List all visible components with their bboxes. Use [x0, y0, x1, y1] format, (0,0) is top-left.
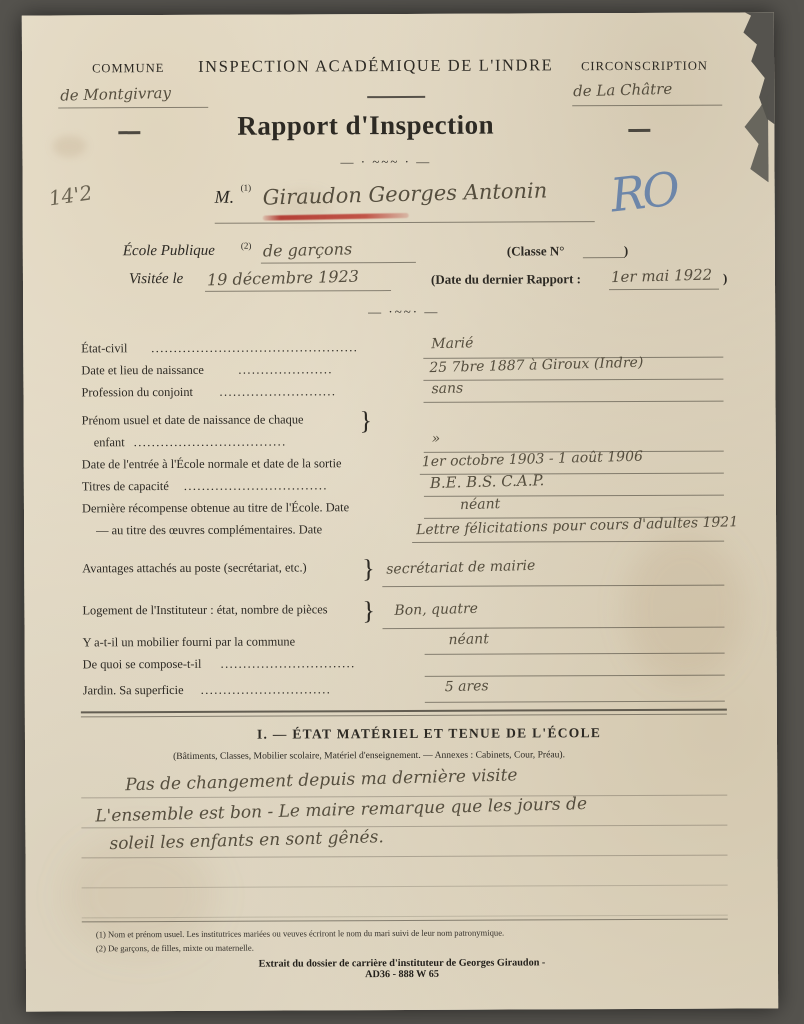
writing-line	[82, 885, 728, 889]
page-title: Rapport d'Inspection	[237, 109, 495, 141]
m-label: M.	[214, 186, 235, 207]
archive-caption-line: Extrait du dossier de carrière d'instituteur de Georges Giraudon -	[258, 957, 546, 970]
field-rule	[412, 541, 724, 543]
visited-label: Visitée le	[128, 270, 184, 288]
field-value: néant	[459, 496, 501, 514]
commune-value: de Montgivray	[59, 83, 172, 105]
paper-stain	[624, 532, 745, 683]
field-label: De quoi se compose-t-il	[82, 656, 202, 672]
commune-label: COMMUNE	[92, 61, 165, 76]
section-handwriting-line: Pas de changement depuis ma dernière visite	[124, 765, 518, 796]
academy-heading: INSPECTION ACADÉMIQUE DE L'INDRE	[198, 55, 554, 76]
field-label: enfant	[93, 435, 125, 450]
field-label: Avantages attachés au poste (secrétariat, etc.)	[82, 560, 307, 576]
field-dots: ................................	[183, 478, 328, 493]
field-label: Logement de l'Instituteur : état, nombre de pièces	[82, 602, 328, 618]
field-value: Lettre félicitations pour cours d'adultes 1921	[415, 514, 739, 539]
field-rule	[425, 653, 725, 655]
field-rule	[383, 627, 725, 629]
ornament: — · ~~~ · —	[340, 153, 432, 170]
brace-children: }	[359, 406, 373, 436]
footnote: (2) De garçons, de filles, mixte ou maternelle.	[95, 942, 254, 954]
field-rule	[423, 379, 723, 381]
footnote: (1) Nom et prénom usuel. Les institutrices mariées ou veuves écriront le nom du mari suivi de leur nom patronymique.	[95, 927, 505, 940]
section-title: I. — ÉTAT MATÉRIEL ET TENUE DE L'ÉCOLE	[256, 725, 602, 742]
field-label: Y a-t-il un mobilier fourni par la commune	[82, 634, 296, 650]
class-value-line	[583, 257, 625, 258]
field-dots: ..........................	[219, 384, 337, 399]
field-value: néant	[448, 631, 490, 649]
brace-lodging: }	[362, 596, 375, 626]
field-label: Dernière récompense obtenue au titre de l'École. Date	[81, 500, 350, 516]
m-footnote-ref: (1)	[240, 182, 252, 193]
field-value: secrétariat de mairie	[386, 557, 536, 578]
section-handwriting-line: L'ensemble est bon - Le maire remarque que les jours de	[95, 794, 588, 827]
field-dots: ..............................................	[151, 340, 359, 356]
field-label: Titres de capacité	[81, 479, 169, 494]
field-rule	[382, 585, 724, 587]
field-label: Jardin. Sa superficie	[82, 682, 184, 698]
field-dots: ..................................	[133, 434, 287, 450]
field-label: — au titre des œuvres complémentaires. Date	[96, 522, 323, 538]
name-underline	[215, 221, 595, 224]
visited-underline	[205, 290, 391, 292]
section-subtitle: (Bâtiments, Classes, Mobilier scolaire, Matériel d'enseignement. — Annexes : Cabinets, Cour, Préau).	[173, 749, 566, 762]
commune-underline	[58, 107, 208, 109]
archive-caption	[26, 956, 778, 981]
commune-dash	[118, 131, 140, 134]
footnote-separator	[82, 919, 728, 923]
class-label: (Classe N°	[506, 243, 565, 259]
field-value: sans	[431, 380, 464, 398]
circonscription-dash	[628, 129, 650, 132]
brace-advantages: }	[362, 554, 375, 584]
field-label: Date de l'entrée à l'École normale et date de la sortie	[81, 456, 342, 472]
field-dots: .............................	[200, 682, 332, 697]
field-rule	[425, 675, 725, 677]
field-value: Bon, quatre	[394, 600, 479, 619]
margin-annotation: 14'2	[47, 180, 94, 211]
writing-line	[82, 855, 728, 859]
field-value: 5 ares	[444, 678, 489, 696]
field-label: Profession du conjoint	[81, 384, 194, 400]
field-value: 25 7bre 1887 à Giroux (Indre)	[429, 354, 644, 377]
ornament-2: — ·~~· —	[368, 303, 440, 320]
archive-caption-line: AD36 - 888 W 65	[365, 968, 439, 981]
field-value: Marié	[431, 335, 474, 353]
school-footnote-ref: (2)	[240, 240, 252, 251]
field-value: B.E. B.S. C.A.P.	[429, 471, 545, 493]
paper-stain	[52, 135, 86, 157]
last-report-value: 1er mai 1922	[610, 265, 713, 287]
circonscription-underline	[572, 105, 722, 107]
section-separator-thin	[81, 714, 727, 718]
blue-pencil-mark: RO	[607, 161, 680, 223]
last-report-label-end: )	[722, 270, 728, 286]
writing-line	[82, 915, 728, 919]
field-dots: .....................	[238, 362, 333, 377]
field-value: »	[431, 430, 441, 447]
field-label: Date et lieu de naissance	[81, 362, 204, 378]
section-handwriting-line: soleil les enfants en sont gênés.	[109, 827, 384, 855]
field-rule	[425, 701, 725, 703]
torn-corner-inner	[698, 86, 768, 182]
field-rule	[424, 401, 724, 403]
field-label: État-civil	[81, 341, 128, 356]
section-separator	[81, 709, 727, 714]
last-report-underline	[609, 289, 719, 290]
visited-value: 19 décembre 1923	[206, 266, 360, 290]
teacher-name-value: Giraudon Georges Antonin	[262, 178, 548, 210]
school-label: École Publique	[122, 242, 215, 260]
field-value: 1er octobre 1903 - 1 août 1906	[421, 448, 644, 471]
writing-line	[81, 825, 727, 829]
heading-rule	[367, 96, 425, 98]
school-underline	[261, 262, 416, 264]
field-dots: ..............................	[220, 656, 356, 671]
inspection-report-document	[22, 12, 778, 1011]
field-label: Prénom usuel et date de naissance de chaque	[81, 412, 304, 428]
school-value: de garçons	[262, 239, 353, 261]
red-crayon-underline	[263, 213, 409, 221]
class-label-end: )	[623, 243, 629, 259]
last-report-label: (Date du dernier Rapport :	[430, 271, 582, 287]
circonscription-value: de La Châtre	[572, 79, 673, 101]
circonscription-label: CIRCONSCRIPTION	[581, 58, 708, 74]
